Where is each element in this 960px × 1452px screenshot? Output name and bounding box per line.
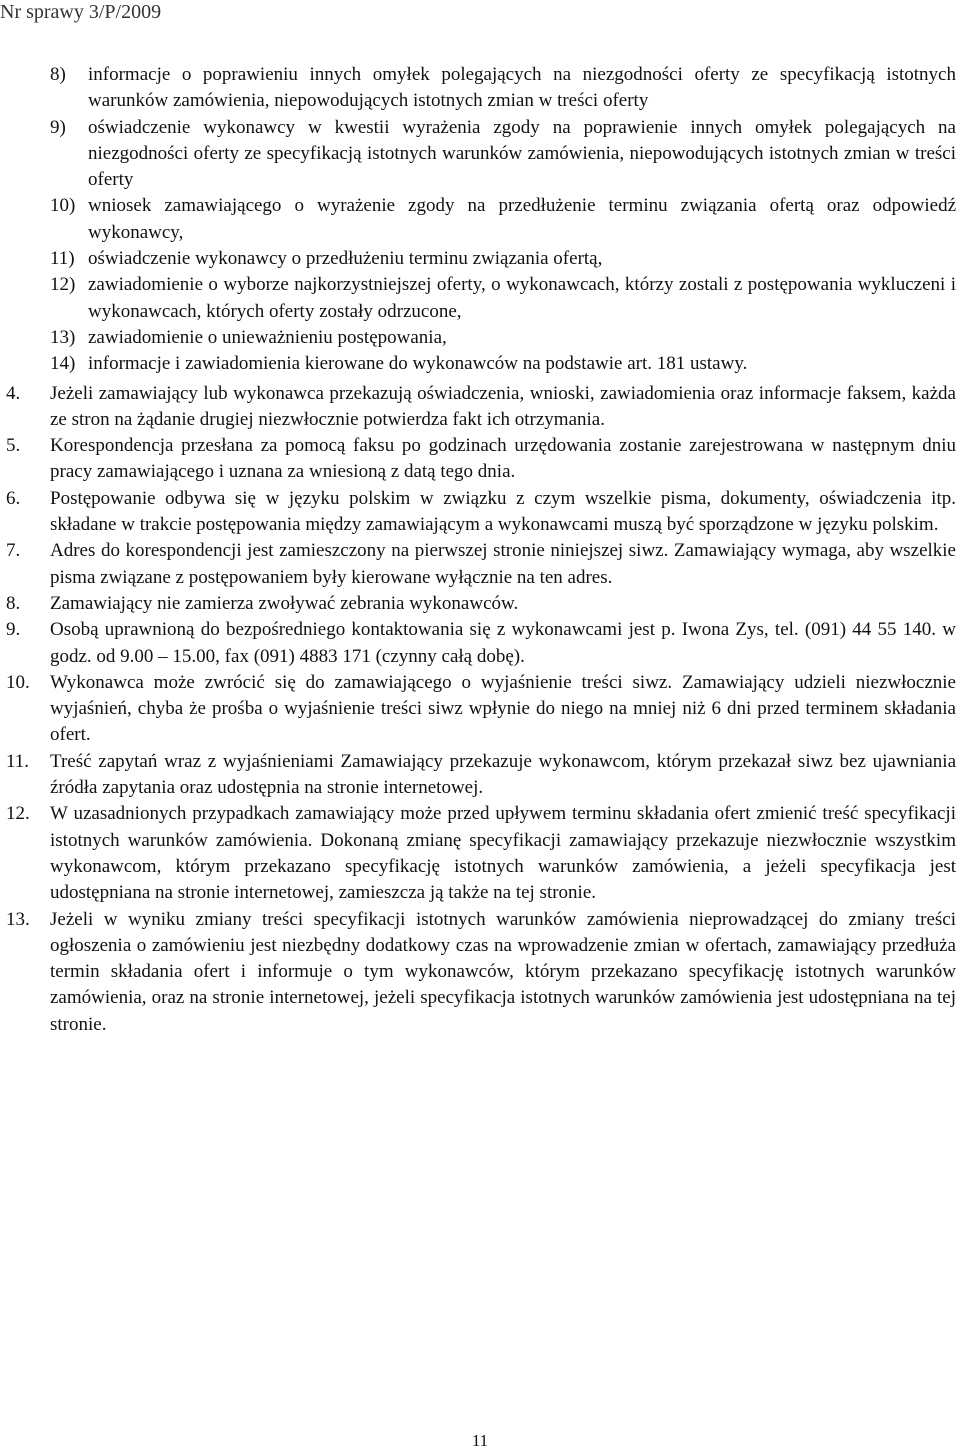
main-item-text: Adres do korespondencji jest zamieszczony na pierwszej stronie niniejszej siwz. Zamawiający wymaga, aby wszelkie pisma związane z postępowaniem były kierowane wyłącznie na ten adres.	[50, 540, 956, 588]
sub-item-list	[0, 62, 960, 378]
main-item-number: 5.	[6, 435, 21, 457]
sub-item-text: oświadczenie wykonawcy w kwestii wyrażenia zgody na poprawienie innych omyłek polegających na niezgodności oferty ze specyfikacją istotnych warunków zamówienia, niepowodujących istotnych zmian w treści oferty	[88, 116, 956, 191]
main-item-text: W uzasadnionych przypadkach zamawiający może przed upływem terminu składania ofert zmienić treść specyfikacji istotnych warunków zamówienia. Dokonaną zmianę specyfikacji zamawiający przekazuje niezwłocznie wszystkim wykonawcom, którym przekazano specyfikację istotnych warunków zamówienia, a jeżeli specyfikacja jest udostępniana na stronie internetowej, zamieszcza ją także na tej stronie.	[50, 803, 956, 904]
main-item-text: Zamawiający nie zamierza zwoływać zebrania wykonawców.	[50, 592, 519, 614]
sub-item-number: 10)	[50, 195, 76, 217]
sub-item-number: 11)	[50, 248, 75, 270]
main-item-list	[0, 381, 960, 1038]
page-number: 11	[471, 1431, 489, 1450]
main-item-text: Osobą uprawnioną do bezpośredniego kontaktowania się z wykonawcami jest p. Iwona Zys, tel. (091) 44 55 140. w godz. od 9.00 – 15.00, fax (091) 4883 171 (czynny całą dobę).	[50, 619, 956, 667]
sub-list-item	[0, 272, 960, 325]
main-list-item	[0, 749, 960, 802]
case-number-header: Nr sprawy 3/P/2009	[0, 1, 162, 23]
sub-item-number: 12)	[50, 274, 76, 296]
main-item-number: 7.	[6, 540, 21, 562]
main-item-text: Wykonawca może zwrócić się do zamawiającego o wyjaśnienie treści siwz. Zamawiający udzieli niezwłocznie wyjaśnień, chyba że prośba o wyjaśnienie treści siwz wpłynie do niego na mniej niż 6 dni przed terminem składania ofert.	[50, 671, 956, 746]
main-item-number: 4.	[6, 382, 21, 404]
main-list-item	[0, 801, 960, 906]
main-list-item	[0, 381, 960, 434]
main-list-item	[0, 670, 960, 749]
main-item-number: 12.	[6, 803, 30, 825]
main-item-text: Jeżeli w wyniku zmiany treści specyfikacji istotnych warunków zamówienia nieprowadzącej do zmiany treści ogłoszenia o zamówieniu jest niezbędny dodatkowy czas na wprowadzenie zmian w ofertach, zamawiający przedłuża termin składania ofert i informuje o tym wykonawców, którym przekazano specyfikację istotnych warunków zamówienia, oraz na stronie internetowej, jeżeli specyfikacja istotnych warunków zamówienia jest udostępniana na tej stronie.	[50, 908, 956, 1035]
document-body	[0, 62, 960, 1038]
main-list-item	[0, 433, 960, 486]
sub-item-number: 14)	[50, 353, 76, 375]
sub-item-number: 9)	[50, 116, 66, 138]
sub-list-item	[0, 325, 960, 351]
main-item-number: 11.	[6, 750, 30, 772]
main-item-number: 8.	[6, 592, 21, 614]
sub-list-item	[0, 62, 960, 115]
sub-list-item	[0, 246, 960, 272]
sub-list-item	[0, 115, 960, 194]
sub-list-item	[0, 193, 960, 246]
sub-list-item	[0, 351, 960, 377]
sub-item-text: informacje i zawiadomienia kierowane do wykonawców na podstawie art. 181 ustawy.	[88, 353, 748, 375]
main-item-number: 6.	[6, 487, 21, 509]
main-list-item	[0, 617, 960, 670]
sub-item-number: 13)	[50, 326, 76, 348]
main-item-text: Jeżeli zamawiający lub wykonawca przekazują oświadczenia, wnioski, zawiadomienia oraz informacje faksem, każda ze stron na żądanie drugiej niezwłocznie potwierdza fakt ich otrzymania.	[50, 382, 956, 430]
main-item-text: Korespondencja przesłana za pomocą faksu po godzinach urzędowania zostanie zarejestrowana w następnym dniu pracy zamawiającego i uznana za wniesioną z datą tego dnia.	[50, 435, 956, 483]
main-item-number: 9.	[6, 619, 21, 641]
main-item-number: 10.	[6, 671, 30, 693]
main-list-item	[0, 907, 960, 1038]
sub-item-number: 8)	[50, 64, 66, 85]
sub-item-text: zawiadomienie o wyborze najkorzystniejszej oferty, o wykonawcach, którzy zostali z postępowania wykluczeni i wykonawcach, których oferty zostały odrzucone,	[88, 274, 956, 322]
main-list-item	[0, 591, 960, 617]
main-item-number: 13.	[6, 908, 30, 930]
main-item-text: Postępowanie odbywa się w języku polskim w związku z czym wszelkie pisma, dokumenty, oświadczenia itp. składane w trakcie postępowania między zamawiającym a wykonawcami muszą być sporządzone w języku polskim.	[50, 487, 956, 536]
main-list-item	[0, 486, 960, 539]
sub-item-text: oświadczenie wykonawcy o przedłużeniu terminu związania ofertą,	[88, 248, 603, 270]
sub-item-text: informacje o poprawieniu innych omyłek polegających na niezgodności oferty ze specyfikacją istotnych warunków zamówienia, niepowodujących istotnych zmian w treści oferty	[88, 64, 956, 112]
main-list-item	[0, 538, 960, 591]
sub-item-text: wniosek zamawiającego o wyrażenie zgody na przedłużenie terminu związania ofertą oraz odpowiedź wykonawcy,	[88, 195, 956, 243]
main-item-text: Treść zapytań wraz z wyjaśnieniami Zamawiający przekazuje wykonawcom, którym przekazał siwz bez ujawniania źródła zapytania oraz udostępnia na stronie internetowej.	[50, 750, 956, 799]
sub-item-text: zawiadomienie o unieważnieniu postępowania,	[88, 326, 447, 348]
